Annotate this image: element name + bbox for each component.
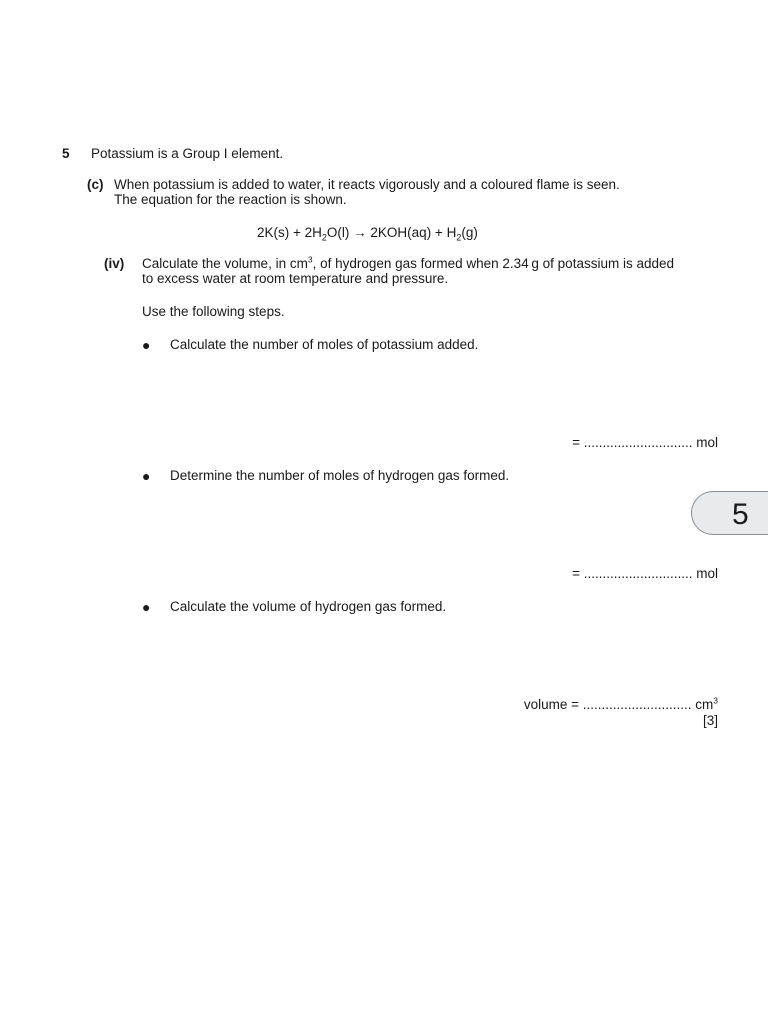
part-iv-text-line2: to excess water at room temperature and pressure. (142, 271, 449, 286)
bullet-icon: ● (142, 337, 151, 353)
part-iv-text-line1 (142, 256, 674, 271)
bullet-icon: ● (142, 599, 151, 615)
step-2-answer-line[interactable]: = ............................. mol (572, 566, 718, 581)
bullet-icon: ● (142, 468, 151, 484)
part-iv-line1-sup: 3 (307, 254, 313, 265)
equation-part-3: (g) (461, 225, 478, 240)
step-3-text: Calculate the volume of hydrogen gas formed. (170, 599, 447, 614)
equation-part-1: 2K(s) + 2H (257, 225, 322, 240)
step-1-text: Calculate the number of moles of potassium added. (170, 337, 479, 352)
page-number-tab-label: 5 (732, 498, 749, 531)
step-1-answer-line[interactable]: = ............................. mol (572, 435, 718, 450)
step-3-answer-sup: 3 (713, 695, 718, 706)
equation-subscript-1: 2 (321, 232, 327, 243)
part-iv-line1-a: Calculate the volume, in cm (142, 256, 308, 271)
part-iv-label: (iv) (104, 256, 125, 271)
equation-part-2: O(l) → 2KOH(aq) + H (326, 225, 457, 240)
reaction-equation (257, 225, 478, 243)
page-number-tab[interactable] (691, 491, 768, 535)
part-c-label: (c) (87, 177, 104, 192)
part-c-text-line1: When potassium is added to water, it reacts vigorously and a coloured flame is seen. (114, 177, 620, 192)
step-3-answer-text: volume = ............................. cm (523, 697, 714, 712)
question-stem: Potassium is a Group I element. (91, 146, 284, 161)
step-2-text: Determine the number of moles of hydrogen gas formed. (170, 468, 510, 483)
step-3-answer-line[interactable] (524, 697, 718, 712)
part-c-text-line2: The equation for the reaction is shown. (114, 192, 347, 207)
equation-subscript-2: 2 (456, 232, 462, 243)
question-number: 5 (62, 146, 70, 161)
marks-total: [3] (702, 713, 718, 728)
part-iv-line1-b: , of hydrogen gas formed when 2.34 g of potassium is added (312, 256, 674, 271)
steps-intro: Use the following steps. (142, 304, 285, 319)
